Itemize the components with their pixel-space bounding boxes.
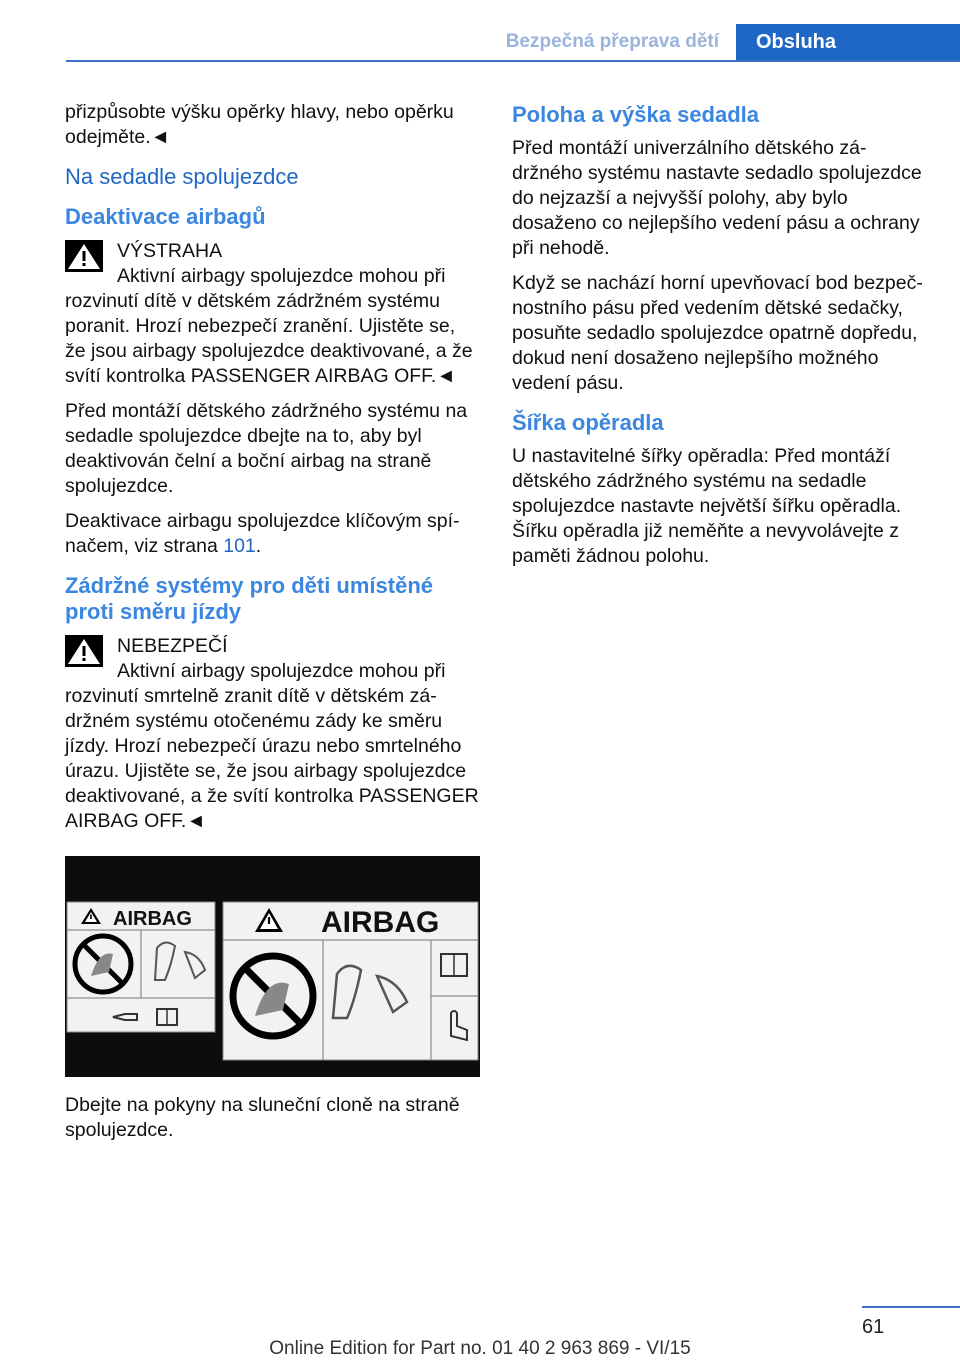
warning-triangle-icon [65, 240, 103, 272]
photo-caption: Dbejte na pokyny na sluneční cloně na straně spolujezdce. [65, 1094, 460, 1141]
heading-backrest-width: Šířka opěradla [512, 410, 664, 435]
warning-block [65, 238, 481, 389]
warning-text: Aktivní airbagy spolujezdce mohou při rozvinutí dítě v dětském zádržném systému poranit. Hrozí nebezpečí zranění. Ujistěte se, že jsou airbagy spolujezdce deaktivované, a že svítí kontrolka PASSENGER AIRBAG OFF.◄ [65, 265, 473, 387]
key-switch-text: Deaktivace airbagu spolujezdce klíčovým spínačem, viz strana [65, 510, 460, 557]
page-reference-link[interactable]: 101 [223, 535, 256, 557]
paragraph-seat-position: Před montáží univerzálního dětského zádržného systému nastavte sedadlo spolujezdce do nejzazší a nejvyšší polohy, aby bylo dosaženo co nejlepšího vedení pásu a ochrany při nehodě. [512, 137, 922, 259]
page-number: 61 [862, 1316, 885, 1338]
heading-rear-facing: Zádržné systémy pro děti umístěné proti směru jízdy [65, 573, 433, 624]
paragraph-belt-anchor: Když se nachází horní upevňovací bod bezpečnostního pásu před vedením dětské sedačky, posuňte sedadlo spolujezdce opatrně dopředu, dokud není dosaženo nejlepšího možného vedení pásu. [512, 272, 923, 394]
header-chapter-tab[interactable]: Obsluha [736, 24, 960, 60]
header-section-title: Bezpečná přeprava dětí [505, 31, 719, 52]
footer-edition: Online Edition for Part no. 01 40 2 963 869 - VI/15 [269, 1338, 691, 1359]
heading-airbag-deactivation: Deaktivace airbagů [65, 204, 266, 229]
header-rule [66, 60, 960, 62]
airbag-sticker-photo [65, 856, 480, 1077]
danger-triangle-icon [65, 635, 103, 667]
right-column [512, 100, 928, 579]
airbag-sticker-illustration [65, 856, 480, 1077]
danger-label: NEBEZPEČÍ [117, 635, 228, 657]
paragraph-before-mounting: Před montáží dětského zádržného systému na sedadle spolujezdce dbejte na to, aby byl deaktivován čelní a boční airbag na straně spolujezdce. [65, 400, 468, 497]
intro-paragraph: přizpůsobte výšku opěrky hlavy, nebo opěrku odejměte.◄ [65, 101, 454, 148]
left-column [65, 100, 481, 1153]
paragraph-key-switch [65, 509, 481, 559]
danger-text: Aktivní airbagy spolujezdce mohou při rozvinutí smrtelně zranit dítě v dětském zádržném systému otočenému zády ke směru jízdy. Hrozí nebezpečí úrazu nebo smrtelného úrazu. Ujistěte se, že jsou airbagy spolujezdce deaktivované, a že svítí kontrolka PASSENGER AIRBAG OFF.◄ [65, 660, 479, 832]
heading-passenger-seat: Na sedadle spolujezdce [65, 164, 299, 189]
key-switch-end: . [255, 535, 262, 557]
sticker-small-label: AIRBAG [113, 908, 192, 930]
danger-block [65, 633, 481, 834]
paragraph-backrest-width: U nastavitelné šířky opěradla: Před montáží dětského zádržného systému na sedadle spolujezdce nastavte největší šířku opěradla. Šířku opěradla již neměňte a nevyvolávejte z paměti žádnou polohu. [512, 445, 902, 567]
sticker-large-label: AIRBAG [321, 906, 440, 939]
heading-seat-position: Poloha a výška sedadla [512, 102, 760, 127]
warning-label: VÝSTRAHA [117, 240, 223, 262]
footer-rule [862, 1306, 960, 1308]
